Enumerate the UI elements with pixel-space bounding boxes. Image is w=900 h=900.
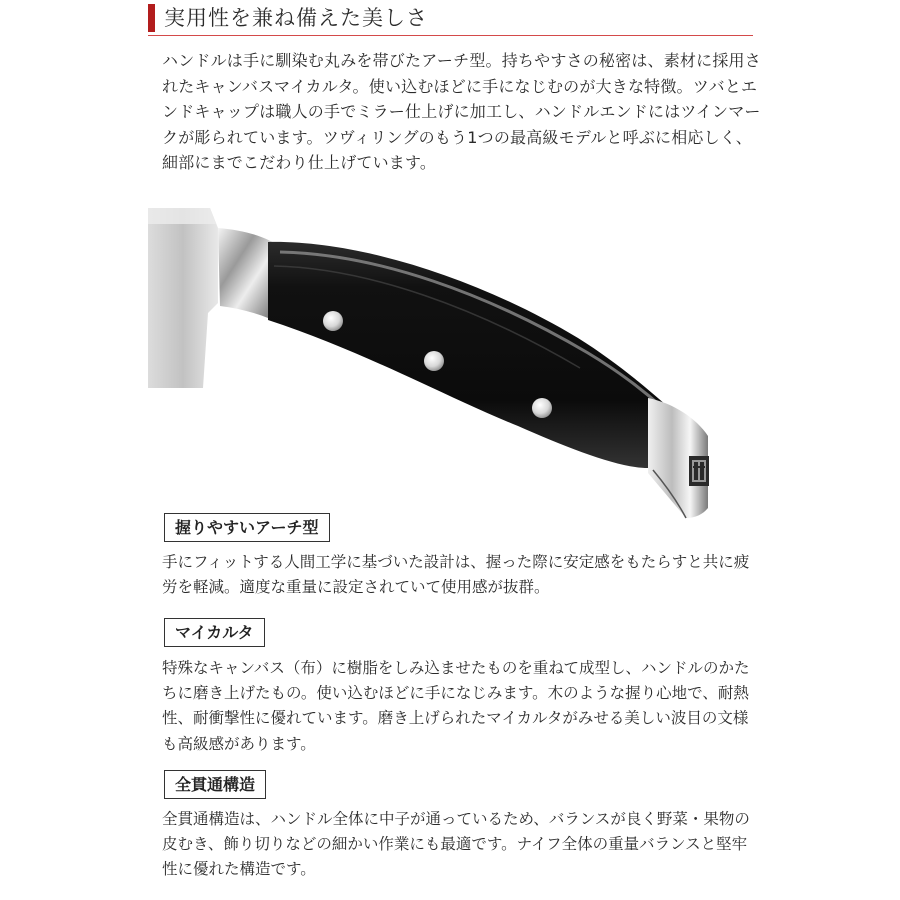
header-divider xyxy=(148,35,753,36)
bolster xyxy=(218,228,276,318)
header-accent-bar xyxy=(148,4,155,32)
intro-paragraph: ハンドルは手に馴染む丸みを帯びたアーチ型。持ちやすさの秘密は、素材に採用されたキャンバスマイカルタ。使い込むほどに手になじむのが大きな特徴。ツバとエンドキャップは職人の手でミラー仕上げに加工し、ハンドルエンドにはツインマークが彫られています。ツヴィリングのもう1つの最高級モデルと呼ぶに相応しく、細部にまでこだわり仕上げています。 xyxy=(162,51,761,173)
section-label-micarta: マイカルタ xyxy=(164,618,265,647)
section-body-micarta: 特殊なキャンバス（布）に樹脂をしみ込ませたものを重ねて成型し、ハンドルのかたちに磨き上げたもの。使い込むほどに手になじみます。木のような握り心地で、耐熱性、耐衝撃性に優れています。磨き上げられたマイカルタがみせる美しい波目の文様も高級感があります。 xyxy=(162,659,750,753)
blade xyxy=(148,208,218,388)
rivet-2 xyxy=(424,351,444,371)
section-label-full-tang: 全貫通構造 xyxy=(164,770,266,799)
handle-body xyxy=(268,242,678,468)
section-body-arch: 手にフィットする人間工学に基づいた設計は、握った際に安定感をもたらすと共に疲労を軽減。適度な重量に設定されていて使用感が抜群。 xyxy=(162,553,750,597)
section-label-arch: 握りやすいアーチ型 xyxy=(164,513,330,542)
page-title: 実用性を兼ね備えた美しさ xyxy=(164,6,428,30)
rivet-1 xyxy=(323,311,343,331)
knife-handle-photo xyxy=(148,208,753,528)
section-body-full-tang: 全貫通構造は、ハンドル全体に中子が通っているため、バランスが良く野菜・果物の皮むき、飾り切りなどの細かい作業にも最適です。ナイフ全体の重量バランスと堅牢性に優れた構造です。 xyxy=(162,810,750,879)
rivet-3 xyxy=(532,398,552,418)
twin-mark-logo-icon xyxy=(689,456,709,486)
